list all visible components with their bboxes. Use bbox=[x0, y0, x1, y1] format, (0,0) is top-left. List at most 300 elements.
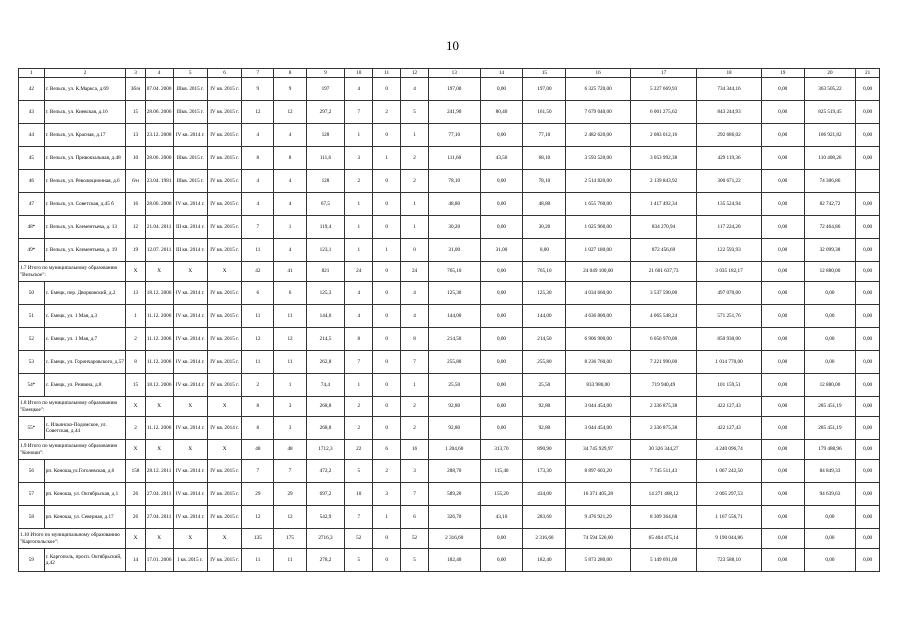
table-cell: 0,00 bbox=[761, 78, 804, 101]
table-row bbox=[19, 417, 880, 440]
table-cell: 0,00 bbox=[856, 397, 880, 417]
table-cell: 8 bbox=[274, 147, 306, 170]
table-cell: 8 bbox=[242, 417, 274, 440]
table-cell: 0,00 bbox=[761, 549, 804, 572]
row-number: 54* bbox=[19, 374, 45, 397]
table-cell: 11 bbox=[274, 351, 306, 374]
table-cell: 0,00 bbox=[856, 529, 880, 549]
table-cell: X bbox=[207, 397, 241, 417]
address-cell: г. Вельск, ул. Клементьева, д. 13 bbox=[44, 216, 126, 239]
table-cell: 15 bbox=[126, 101, 145, 124]
table-cell: 0,00 bbox=[856, 483, 880, 506]
table-cell: 92,80 bbox=[523, 397, 566, 417]
table-cell: 3 593 520,00 bbox=[566, 147, 630, 170]
table-cell: 262,8 bbox=[306, 351, 345, 374]
table-row bbox=[19, 282, 880, 305]
table-cell: 2 514 820,00 bbox=[566, 170, 630, 193]
table-cell: IV кв. 2015 г. bbox=[207, 328, 241, 351]
table-cell: 0,00 bbox=[761, 147, 804, 170]
table-cell: 2 bbox=[126, 417, 145, 440]
table-cell: 0 bbox=[373, 305, 401, 328]
table-cell: 283,60 bbox=[523, 506, 566, 529]
table-cell: IV кв. 2014 г. bbox=[173, 374, 207, 397]
table-cell: 0,00 bbox=[856, 78, 880, 101]
table-cell: 179 488,96 bbox=[804, 440, 856, 460]
table-cell: 23.12. 2008 bbox=[145, 124, 173, 147]
table-cell: 7 bbox=[345, 101, 373, 124]
table-cell: 0,00 bbox=[761, 193, 804, 216]
table-cell: 92,80 bbox=[523, 417, 566, 440]
table-cell: 0,00 bbox=[761, 328, 804, 351]
table-cell: 0,00 bbox=[523, 239, 566, 262]
table-cell: X bbox=[145, 440, 173, 460]
address-cell: с. Емецк, ул. Резвина, д.8 bbox=[44, 374, 126, 397]
table-cell: 12 bbox=[126, 216, 145, 239]
table-cell: 11.12. 2006 bbox=[145, 328, 173, 351]
table-cell: IV кв. 2015 г. bbox=[207, 351, 241, 374]
table-cell: 0,00 bbox=[480, 170, 523, 193]
table-cell: 2 bbox=[401, 417, 429, 440]
table-cell: 6 bbox=[274, 282, 306, 305]
subtotal-label: 1.8 Итого по муниципальному образованию "Емецкое": bbox=[19, 397, 126, 417]
table-cell: 285 451,19 bbox=[804, 397, 856, 417]
table-cell: X bbox=[126, 262, 145, 282]
table-cell: 3б/н bbox=[126, 78, 145, 101]
table-cell: IV кв. 2014 г. bbox=[173, 506, 207, 529]
table-cell: 14 bbox=[126, 549, 145, 572]
table-cell: 30 326 344,27 bbox=[630, 440, 697, 460]
address-cell: г. Вельск, ул. Привокзальная, д.48 bbox=[44, 147, 126, 170]
table-cell: 0,00 bbox=[761, 305, 804, 328]
table-cell: 0,00 bbox=[480, 351, 523, 374]
subtotal-row bbox=[19, 262, 880, 282]
table-cell: 7 221 990,00 bbox=[630, 351, 697, 374]
table-cell: 21 601 637,73 bbox=[630, 262, 697, 282]
table-cell: IV кв. 2015 г. bbox=[207, 147, 241, 170]
table-row bbox=[19, 147, 880, 170]
table-cell: 43,50 bbox=[480, 147, 523, 170]
table-cell: IV кв. 2015 г. bbox=[207, 170, 241, 193]
table-cell: 0,00 bbox=[761, 239, 804, 262]
row-number: 52 bbox=[19, 328, 45, 351]
table-cell: 0,00 bbox=[480, 193, 523, 216]
address-cell: с. Емецк, пер. Дворковский, д.2 bbox=[44, 282, 126, 305]
table-cell: 5 bbox=[401, 549, 429, 572]
address-cell: г. Вельск, ул. Советская, д.45 б bbox=[44, 193, 126, 216]
table-cell bbox=[856, 170, 880, 193]
table-cell: 0,00 bbox=[761, 351, 804, 374]
table-cell: 18.12. 2006 bbox=[145, 374, 173, 397]
table-cell: 16 bbox=[126, 193, 145, 216]
table-cell: X bbox=[173, 262, 207, 282]
table-cell: 77,10 bbox=[429, 124, 481, 147]
table-row bbox=[19, 101, 880, 124]
table-cell: 0,00 bbox=[761, 262, 804, 282]
table-cell: IV кв. 2014 г. bbox=[173, 328, 207, 351]
table-cell: IV кв. 2014 г. bbox=[173, 483, 207, 506]
row-number: 56 bbox=[19, 460, 45, 483]
table-cell: 6/н bbox=[126, 170, 145, 193]
table-cell: 2 bbox=[126, 328, 145, 351]
table-cell: 6 bbox=[401, 506, 429, 529]
table-cell: 17.01. 2006 bbox=[145, 549, 173, 572]
table-cell: 48 bbox=[274, 440, 306, 460]
table-cell: 0,00 bbox=[856, 351, 880, 374]
table-cell: 6 bbox=[242, 282, 274, 305]
table-cell: 2 bbox=[401, 170, 429, 193]
table-cell: 28.06. 2006 bbox=[145, 101, 173, 124]
table-cell: 197 bbox=[306, 78, 345, 101]
table-row bbox=[19, 460, 880, 483]
table-cell: 7 bbox=[242, 460, 274, 483]
subtotal-label: 1.9 Итого по муниципальному образованию "Коноши": bbox=[19, 440, 126, 460]
table-cell: 2 bbox=[345, 170, 373, 193]
table-cell: IV кв. 2014 г. bbox=[173, 282, 207, 305]
table-cell: X bbox=[207, 440, 241, 460]
table-row bbox=[19, 216, 880, 239]
column-number-cell: 10 bbox=[345, 69, 373, 78]
table-cell: 214,50 bbox=[429, 328, 481, 351]
table-cell: 78,10 bbox=[429, 170, 481, 193]
table-cell: 0,00 bbox=[480, 328, 523, 351]
table-cell: 14 271 468,12 bbox=[630, 483, 697, 506]
table-cell: 292 686,02 bbox=[697, 124, 761, 147]
table-cell: 11 bbox=[242, 351, 274, 374]
address-cell: рп. Коноша,ул.Гоголевская, д.6 bbox=[44, 460, 126, 483]
table-cell: 2 bbox=[373, 101, 401, 124]
column-number-cell: 3 bbox=[126, 69, 145, 78]
table-cell: 94 639,63 bbox=[804, 483, 856, 506]
address-cell: г. Вельск, ул. Красная, д.17 bbox=[44, 124, 126, 147]
table-cell: 12 880,00 bbox=[804, 262, 856, 282]
table-cell: 255,80 bbox=[523, 351, 566, 374]
table-cell: 11.12. 2006 bbox=[145, 351, 173, 374]
table-cell: 12 bbox=[242, 101, 274, 124]
subtotal-label: 1.10 Итого по муниципальному образованию "Каргопольское": bbox=[19, 529, 126, 549]
table-cell: 0,00 bbox=[804, 506, 856, 529]
table-cell: X bbox=[145, 529, 173, 549]
column-number-cell: 21 bbox=[856, 69, 880, 78]
table-cell: 28.12. 2011 bbox=[145, 460, 173, 483]
table-cell: 123,1 bbox=[306, 239, 345, 262]
table-cell: 0,00 bbox=[480, 529, 523, 549]
table-cell: 27.04. 2011 bbox=[145, 483, 173, 506]
row-number: 46 bbox=[19, 170, 45, 193]
table-cell: X bbox=[207, 529, 241, 549]
table-cell: 3 bbox=[274, 397, 306, 417]
table-cell: 52 bbox=[401, 529, 429, 549]
table-cell: 4 240 096,74 bbox=[697, 440, 761, 460]
table-cell: 4 bbox=[242, 170, 274, 193]
column-number-cell: 9 bbox=[306, 69, 345, 78]
table-cell: 697,2 bbox=[306, 483, 345, 506]
table-cell: 74,4 bbox=[306, 374, 345, 397]
table-cell: X bbox=[173, 397, 207, 417]
table-cell: 111,60 bbox=[429, 147, 481, 170]
address-cell: г. Вельск, ул. Клементьева, д. 19 bbox=[44, 239, 126, 262]
table-cell: 77,10 bbox=[523, 124, 566, 147]
table-cell: 23.04. 1981 bbox=[145, 170, 173, 193]
column-number-cell: 5 bbox=[173, 69, 207, 78]
table-cell: 0,00 bbox=[856, 282, 880, 305]
table-cell: 106 921,82 bbox=[804, 124, 856, 147]
table-cell: X bbox=[145, 397, 173, 417]
table-cell: 135 524,94 bbox=[697, 193, 761, 216]
table-cell: 1 bbox=[345, 239, 373, 262]
table-cell: 8 bbox=[242, 397, 274, 417]
column-number-cell: 17 bbox=[630, 69, 697, 78]
table-row bbox=[19, 193, 880, 216]
table-cell: 4 bbox=[242, 124, 274, 147]
table-cell: 0 bbox=[373, 78, 401, 101]
table-cell: 48,80 bbox=[429, 193, 481, 216]
row-number: 55* bbox=[19, 417, 45, 440]
row-number: 43 bbox=[19, 101, 45, 124]
table-cell: 26 bbox=[126, 506, 145, 529]
table-cell: 197,00 bbox=[429, 78, 481, 101]
column-number-cell: 15 bbox=[523, 69, 566, 78]
table-cell: 0,00 bbox=[480, 262, 523, 282]
table-cell: 0,00 bbox=[761, 397, 804, 417]
table-row bbox=[19, 549, 880, 572]
table-cell: 1 bbox=[401, 193, 429, 216]
table-cell: IIIкв. 2015 г. bbox=[173, 147, 207, 170]
table-cell: 0,00 bbox=[856, 262, 880, 282]
row-number: 59 bbox=[19, 549, 45, 572]
table-cell: 4 bbox=[345, 305, 373, 328]
table-cell: IV кв. 2015 г. bbox=[207, 506, 241, 529]
table-cell: 22 bbox=[345, 440, 373, 460]
table-cell: 734 344,16 bbox=[697, 78, 761, 101]
table-cell: 2 bbox=[401, 147, 429, 170]
table-cell: 1 bbox=[373, 147, 401, 170]
table-cell: 8 bbox=[242, 147, 274, 170]
table-cell: 2 bbox=[345, 417, 373, 440]
table-cell: 0,00 bbox=[856, 101, 880, 124]
table-cell: IV кв. 2014 г. bbox=[207, 417, 241, 440]
column-number-cell: 4 bbox=[145, 69, 173, 78]
table-cell: 0 bbox=[373, 124, 401, 147]
table-cell: IV кв. 2015 г. bbox=[207, 216, 241, 239]
table-cell: 0,00 bbox=[856, 374, 880, 397]
table-cell: 1 bbox=[401, 216, 429, 239]
table-cell: 6 bbox=[373, 440, 401, 460]
table-cell: 2 336 875,38 bbox=[630, 397, 697, 417]
table-cell: 0 bbox=[373, 351, 401, 374]
table-cell: 5 bbox=[345, 549, 373, 572]
table-cell: 0,00 bbox=[480, 124, 523, 147]
table-cell: 9 bbox=[242, 78, 274, 101]
table-cell: 2 316,60 bbox=[523, 529, 566, 549]
table-cell: 1 027 180,00 bbox=[566, 239, 630, 262]
table-cell: 0,00 bbox=[761, 483, 804, 506]
table-cell: 6 325 720,00 bbox=[566, 78, 630, 101]
table-cell: 0,00 bbox=[480, 374, 523, 397]
table-cell: 571 251,76 bbox=[697, 305, 761, 328]
table-cell: 12 bbox=[274, 506, 306, 529]
table-cell: 0,00 bbox=[761, 101, 804, 124]
table-cell: 5 bbox=[345, 460, 373, 483]
table-cell: 2 482 620,00 bbox=[566, 124, 630, 147]
table-cell: 65 404 475,14 bbox=[630, 529, 697, 549]
table-cell: 1 655 760,00 bbox=[566, 193, 630, 216]
table-cell: 8 bbox=[126, 351, 145, 374]
table-cell: 1 bbox=[274, 374, 306, 397]
address-cell: с. Ильинско-Подомское, ул. Советская, д.44 bbox=[44, 417, 126, 440]
table-cell: IIIкв. 2015 г. bbox=[173, 170, 207, 193]
column-number-cell: 14 bbox=[480, 69, 523, 78]
row-number: 50 bbox=[19, 282, 45, 305]
table-cell: 101 159,51 bbox=[697, 374, 761, 397]
table-cell: 28.06. 2006 bbox=[145, 193, 173, 216]
table-cell: 1 bbox=[345, 216, 373, 239]
table-cell: 1 bbox=[401, 374, 429, 397]
table-cell: 128 bbox=[306, 124, 345, 147]
table-cell: 0,00 bbox=[761, 529, 804, 549]
table-cell: 28.06. 2000 bbox=[145, 147, 173, 170]
table-cell: 0,00 bbox=[761, 440, 804, 460]
column-number-cell: 16 bbox=[566, 69, 630, 78]
table-cell: 4 636 800,00 bbox=[566, 305, 630, 328]
table-cell: 8 309 364,68 bbox=[630, 506, 697, 529]
column-number-cell: 12 bbox=[401, 69, 429, 78]
table-cell: 7 679 040,00 bbox=[566, 101, 630, 124]
table-cell: 3 bbox=[373, 483, 401, 506]
table-cell: IV кв. 2015 г. bbox=[207, 101, 241, 124]
table-cell: 12 bbox=[242, 328, 274, 351]
table-cell: 15 bbox=[126, 374, 145, 397]
table-cell: 363 505,22 bbox=[804, 78, 856, 101]
table-cell: 5 227 669,93 bbox=[630, 78, 697, 101]
table-cell: 4 bbox=[401, 305, 429, 328]
table-cell: 11 bbox=[242, 239, 274, 262]
table-cell: 0 bbox=[373, 417, 401, 440]
table-cell: 07.04. 2000 bbox=[145, 78, 173, 101]
table-cell: 542,9 bbox=[306, 506, 345, 529]
table-cell: 158 bbox=[126, 460, 145, 483]
row-number: 51 bbox=[19, 305, 45, 328]
address-cell: г. Каргополь, просп. Октябрьский, д.42 bbox=[44, 549, 126, 572]
table-cell: 0,00 bbox=[856, 549, 880, 572]
table-cell: 0 bbox=[401, 239, 429, 262]
table-cell: 144,00 bbox=[523, 305, 566, 328]
table-cell: 41 bbox=[274, 262, 306, 282]
table-cell: 7 bbox=[345, 506, 373, 529]
row-number: 57 bbox=[19, 483, 45, 506]
table-cell: 1 167 556,71 bbox=[697, 506, 761, 529]
table-cell: 2 139 843,92 bbox=[630, 170, 697, 193]
column-number-cell: 8 bbox=[274, 69, 306, 78]
table-cell: 3 bbox=[401, 460, 429, 483]
table-cell: 11 bbox=[274, 305, 306, 328]
table-cell: 24 049 100,00 bbox=[566, 262, 630, 282]
table-cell: 27.04. 2011 bbox=[145, 506, 173, 529]
table-cell: 0 bbox=[373, 170, 401, 193]
table-cell: IV кв. 2014 г. bbox=[173, 305, 207, 328]
table-cell: 4 bbox=[242, 193, 274, 216]
column-number-cell: 20 bbox=[804, 69, 856, 78]
table-cell: 850 930,00 bbox=[697, 328, 761, 351]
table-cell: 0 bbox=[373, 397, 401, 417]
table-cell: 1 204,60 bbox=[429, 440, 481, 460]
table-cell: 4 065 548,24 bbox=[630, 305, 697, 328]
table-cell: 125,30 bbox=[523, 282, 566, 305]
table-cell: 0,00 bbox=[856, 460, 880, 483]
column-number-cell: 13 bbox=[429, 69, 481, 78]
table-cell: 12 bbox=[242, 506, 274, 529]
table-cell: 21.04. 2011 bbox=[145, 216, 173, 239]
table-header-row bbox=[19, 69, 880, 78]
table-cell: 11 bbox=[242, 549, 274, 572]
row-number: 58 bbox=[19, 506, 45, 529]
table-cell: 5 bbox=[401, 101, 429, 124]
table-cell: 6 906 900,00 bbox=[566, 328, 630, 351]
table-cell: 161,50 bbox=[523, 101, 566, 124]
table-cell: 0,00 bbox=[480, 78, 523, 101]
table-cell: 497 070,00 bbox=[697, 282, 761, 305]
table-cell: 7 745 511,43 bbox=[630, 460, 697, 483]
table-cell: X bbox=[173, 440, 207, 460]
table-cell: 2716,3 bbox=[306, 529, 345, 549]
row-number: 53 bbox=[19, 351, 45, 374]
table-cell: 0,00 bbox=[856, 440, 880, 460]
table-cell: 765,10 bbox=[429, 262, 481, 282]
table-cell: 0,00 bbox=[480, 216, 523, 239]
table-cell: 12 880,00 bbox=[804, 374, 856, 397]
table-cell: 110 408,26 bbox=[804, 147, 856, 170]
subtotal-row bbox=[19, 529, 880, 549]
table-cell: 719 940,49 bbox=[630, 374, 697, 397]
address-cell: с. Емецк, ул. 1 Мая, д.3 bbox=[44, 305, 126, 328]
table-cell: 7 bbox=[345, 351, 373, 374]
table-cell: 31,00 bbox=[429, 239, 481, 262]
table-cell: 326,70 bbox=[429, 506, 481, 529]
table-cell: 297,2 bbox=[306, 101, 345, 124]
table-cell: 472,2 bbox=[306, 460, 345, 483]
table-cell: 12 bbox=[274, 328, 306, 351]
table-cell: 589,20 bbox=[429, 483, 481, 506]
address-cell: рп. Коноша, ул. Октябрьская, д.1 bbox=[44, 483, 126, 506]
table-cell: 4 bbox=[345, 282, 373, 305]
table-cell: 3 537 590,00 bbox=[630, 282, 697, 305]
table-cell: 8 236 760,00 bbox=[566, 351, 630, 374]
table-cell: 1 bbox=[274, 216, 306, 239]
table-cell: 6 001 275,62 bbox=[630, 101, 697, 124]
table-cell: X bbox=[126, 440, 145, 460]
table-cell: 82 742,72 bbox=[804, 193, 856, 216]
table-cell: 4 bbox=[274, 193, 306, 216]
table-cell: 300 671,22 bbox=[697, 170, 761, 193]
table-cell: 12.07. 2011 bbox=[145, 239, 173, 262]
table-row bbox=[19, 351, 880, 374]
table-cell: 7 bbox=[401, 483, 429, 506]
table-cell: 4 bbox=[274, 124, 306, 147]
table-cell: 182,40 bbox=[429, 549, 481, 572]
table-cell: 11 bbox=[274, 549, 306, 572]
table-cell: IIIкв. 2015 г. bbox=[173, 78, 207, 101]
table-cell: 68,10 bbox=[523, 147, 566, 170]
table-cell: 0,00 bbox=[761, 282, 804, 305]
table-cell: 0,00 bbox=[480, 305, 523, 328]
table-cell: 0,00 bbox=[856, 305, 880, 328]
table-cell: 821 bbox=[306, 262, 345, 282]
table-cell: 434,00 bbox=[523, 483, 566, 506]
row-number: 47 bbox=[19, 193, 45, 216]
table-cell: 80,40 bbox=[480, 101, 523, 124]
table-cell: 0,00 bbox=[804, 529, 856, 549]
table-cell: IV кв. 2015 г. bbox=[207, 282, 241, 305]
table-cell: 16 371 405,28 bbox=[566, 483, 630, 506]
